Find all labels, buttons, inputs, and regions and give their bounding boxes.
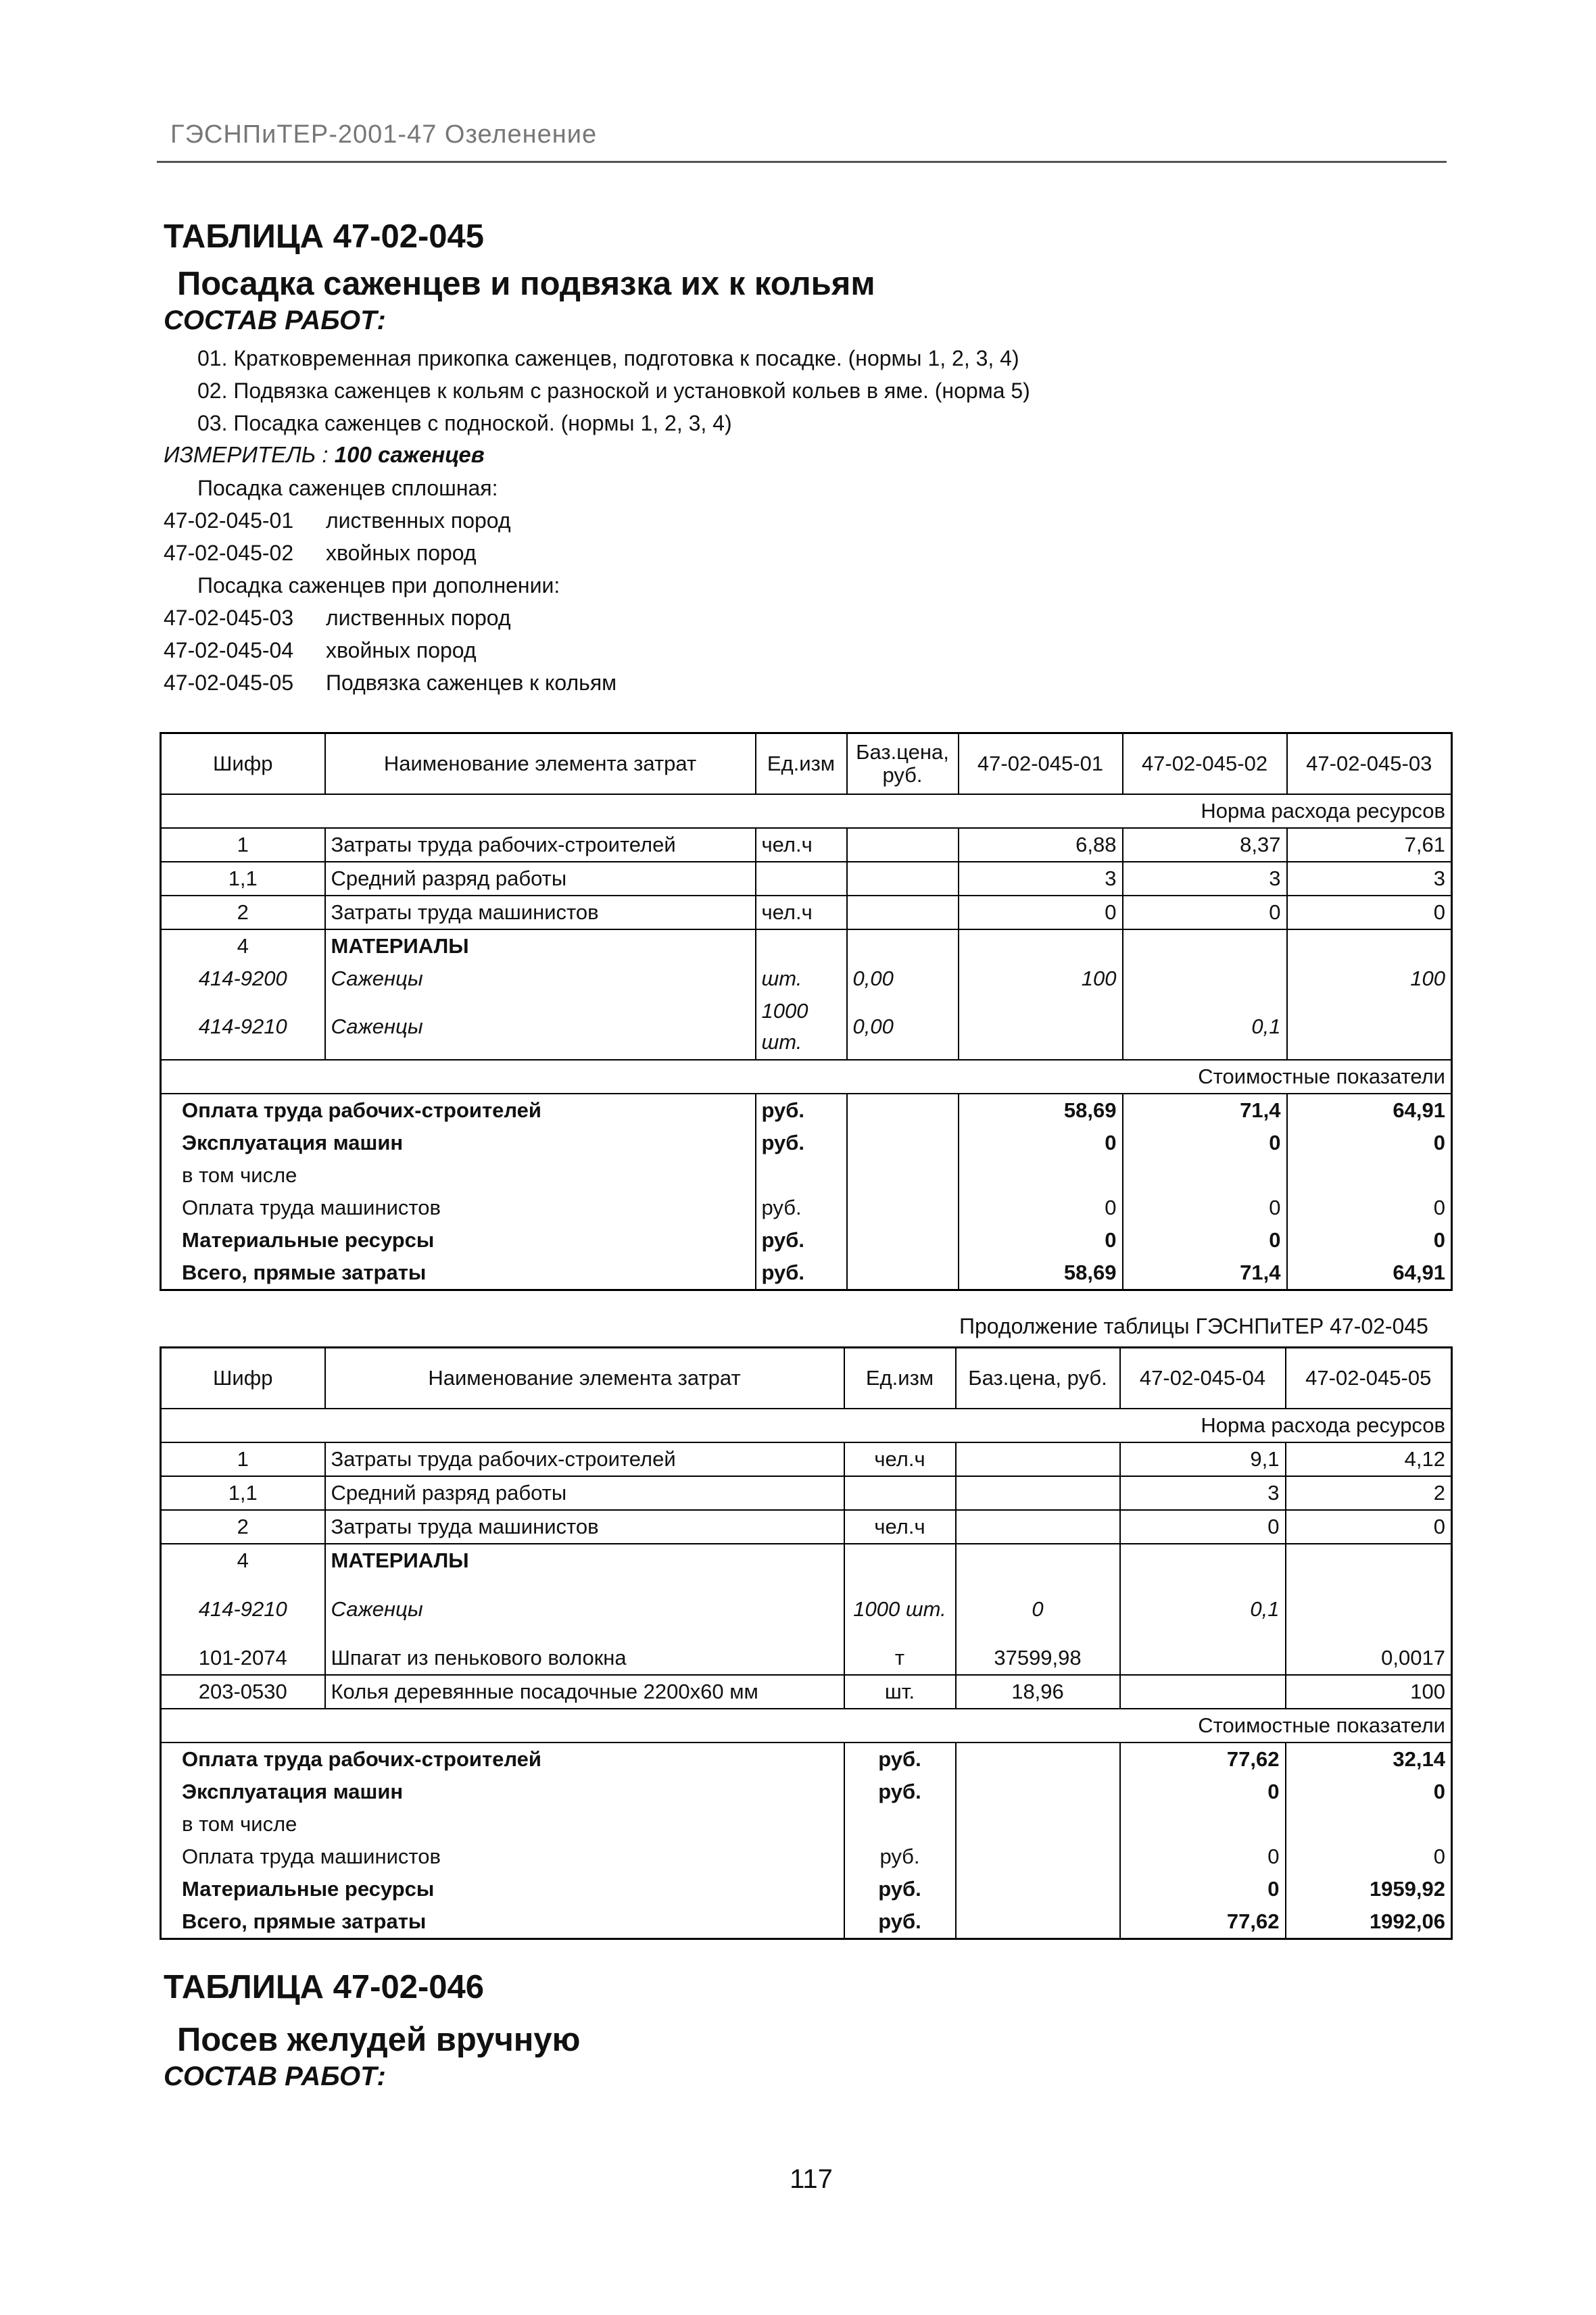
norm-code-line <box>164 541 477 566</box>
norm-code-line <box>164 508 511 533</box>
measure-label: ИЗМЕРИТЕЛЬ : <box>164 442 329 467</box>
row-unit: руб. <box>844 1743 956 1776</box>
row-name: Оплата труда рабочих-строителей <box>161 1094 756 1127</box>
row-code: 414-9200 <box>161 962 325 995</box>
row-name: Всего, прямые затраты <box>161 1257 756 1290</box>
row-name: Шпагат из пенькового волокна <box>325 1642 844 1675</box>
row-price <box>956 1776 1120 1808</box>
row-value: 0 <box>1123 1192 1287 1224</box>
table-row <box>161 1776 1452 1808</box>
header-norm: 47-02-045-01 <box>959 733 1123 794</box>
row-unit: 1000 шт. <box>844 1577 956 1642</box>
row-price <box>847 1094 959 1127</box>
row-value: 0 <box>959 1127 1123 1159</box>
row-name: Средний разряд работы <box>325 1476 844 1510</box>
row-unit <box>756 1159 847 1192</box>
table-row <box>161 1841 1452 1873</box>
row-value <box>1120 1675 1286 1709</box>
table-row <box>161 828 1452 862</box>
row-unit: чел.ч <box>844 1442 956 1476</box>
table-row <box>161 1510 1452 1544</box>
table-title: ТАБЛИЦА 47-02-046 <box>164 1969 485 2005</box>
row-price <box>847 1127 959 1159</box>
row-unit: т <box>844 1642 956 1675</box>
row-value: 0 <box>959 1192 1123 1224</box>
header-norm: 47-02-045-05 <box>1286 1348 1452 1409</box>
row-name: в том числе <box>161 1159 756 1192</box>
row-code: 1 <box>161 1442 325 1476</box>
row-price <box>956 1808 1120 1841</box>
row-value <box>1123 1159 1287 1192</box>
row-name: Оплата труда машинистов <box>161 1192 756 1224</box>
table-row <box>161 862 1452 896</box>
row-code: 2 <box>161 1510 325 1544</box>
table-row <box>161 1442 1452 1476</box>
row-code: 4 <box>161 1544 325 1577</box>
table-subtitle: Посадка саженцев и подвязка их к кольям <box>177 266 875 302</box>
row-price: 37599,98 <box>956 1642 1120 1675</box>
row-price <box>956 1476 1120 1510</box>
header-unit: Ед.изм <box>844 1348 956 1409</box>
row-value: 1992,06 <box>1286 1905 1452 1939</box>
row-value: 7,61 <box>1287 828 1452 862</box>
row-name: Материальные ресурсы <box>161 1873 844 1905</box>
table-row <box>161 1224 1452 1257</box>
page-number: 117 <box>790 2164 833 2194</box>
row-value: 0 <box>1287 1127 1452 1159</box>
row-code: 4 <box>161 929 325 962</box>
row-value: 71,4 <box>1123 1094 1287 1127</box>
row-price: 18,96 <box>956 1675 1120 1709</box>
row-code: 414-9210 <box>161 1577 325 1642</box>
row-value: 0 <box>1120 1776 1286 1808</box>
table-row <box>161 962 1452 995</box>
row-unit: руб. <box>756 1127 847 1159</box>
table-title: ТАБЛИЦА 47-02-045 <box>164 218 485 255</box>
header-unit: Ед.изм <box>756 733 847 794</box>
row-name: Материальные ресурсы <box>161 1224 756 1257</box>
section-norm: Норма расхода ресурсов <box>161 1409 1452 1442</box>
row-price <box>847 862 959 896</box>
row-value: 100 <box>959 962 1123 995</box>
table-row <box>161 1192 1452 1224</box>
work-item: 02. Подвязка саженцев к кольям с разноской и установкой кольев в яме. (норма 5) <box>197 379 1030 403</box>
row-value: 3 <box>1123 862 1287 896</box>
table-row <box>161 1642 1452 1675</box>
section-cost: Стоимостные показатели <box>161 1709 1452 1743</box>
row-price <box>847 1224 959 1257</box>
row-value: 6,88 <box>959 828 1123 862</box>
row-value: 3 <box>959 862 1123 896</box>
continuation-caption: Продолжение таблицы ГЭСНПиТЕР 47-02-045 <box>959 1314 1428 1338</box>
row-name: Саженцы <box>325 1577 844 1642</box>
header-code: Шифр <box>161 1348 325 1409</box>
row-value: 3 <box>1287 862 1452 896</box>
row-price <box>956 1442 1120 1476</box>
header-name: Наименование элемента затрат <box>325 1348 844 1409</box>
row-name: Затраты труда машинистов <box>325 1510 844 1544</box>
composition-caption: СОСТАВ РАБОТ: <box>164 306 386 335</box>
row-code: 101-2074 <box>161 1642 325 1675</box>
row-unit: руб. <box>844 1873 956 1905</box>
row-name: МАТЕРИАЛЫ <box>325 1544 844 1577</box>
row-code: 203-0530 <box>161 1675 325 1709</box>
table-row <box>161 1476 1452 1510</box>
table-row <box>161 896 1452 929</box>
row-value: 0 <box>1120 1510 1286 1544</box>
row-value: 0 <box>1286 1510 1452 1544</box>
row-unit: 1000 шт. <box>756 995 847 1060</box>
work-item: 01. Кратковременная прикопка саженцев, подготовка к посадке. (нормы 1, 2, 3, 4) <box>197 346 1019 370</box>
table-row <box>161 1905 1452 1939</box>
row-name: Саженцы <box>325 962 756 995</box>
row-code: 1 <box>161 828 325 862</box>
norm-code: 47-02-045-03 <box>164 606 294 630</box>
row-unit: руб. <box>756 1257 847 1290</box>
norm-table-2 <box>160 1346 1453 1940</box>
group-title: Посадка саженцев при дополнении: <box>197 573 560 598</box>
row-unit: шт. <box>844 1675 956 1709</box>
row-value: 58,69 <box>959 1094 1123 1127</box>
row-unit <box>844 1476 956 1510</box>
row-price <box>847 929 959 962</box>
row-code: 414-9210 <box>161 995 325 1060</box>
norm-name: хвойных пород <box>326 638 477 662</box>
row-unit: руб. <box>844 1841 956 1873</box>
measure-value: 100 саженцев <box>334 442 485 467</box>
table-row <box>161 1544 1452 1577</box>
row-name: Саженцы <box>325 995 756 1060</box>
norm-name: хвойных пород <box>326 541 477 565</box>
header-norm: 47-02-045-02 <box>1123 733 1287 794</box>
table-subtitle: Посев желудей вручную <box>177 2022 581 2058</box>
row-price <box>956 1905 1120 1939</box>
row-value: 9,1 <box>1120 1442 1286 1476</box>
row-value: 0,0017 <box>1286 1642 1452 1675</box>
table-row <box>161 1873 1452 1905</box>
table-row <box>161 1808 1452 1841</box>
row-value: 2 <box>1286 1476 1452 1510</box>
row-value: 64,91 <box>1287 1257 1452 1290</box>
composition-caption: СОСТАВ РАБОТ: <box>164 2062 386 2091</box>
row-value: 4,12 <box>1286 1442 1452 1476</box>
row-value: 0 <box>1286 1776 1452 1808</box>
norm-code: 47-02-045-02 <box>164 541 294 565</box>
row-value: 1959,92 <box>1286 1873 1452 1905</box>
row-value: 100 <box>1287 962 1452 995</box>
row-name: Затраты труда рабочих-строителей <box>325 828 756 862</box>
table-row <box>161 1577 1452 1642</box>
row-value <box>1120 1642 1286 1675</box>
row-value: 77,62 <box>1120 1905 1286 1939</box>
running-head: ГЭСНПиТЕР-2001-47 Озеленение <box>170 120 598 149</box>
norm-code: 47-02-045-01 <box>164 508 294 533</box>
row-price <box>956 1743 1120 1776</box>
row-value <box>1286 1808 1452 1841</box>
row-value: 0,1 <box>1123 995 1287 1060</box>
row-price <box>956 1841 1120 1873</box>
row-price <box>847 1159 959 1192</box>
norm-code: 47-02-045-05 <box>164 671 294 695</box>
row-value: 0 <box>959 896 1123 929</box>
row-value: 77,62 <box>1120 1743 1286 1776</box>
row-name: Оплата труда рабочих-строителей <box>161 1743 844 1776</box>
header-norm: 47-02-045-04 <box>1120 1348 1286 1409</box>
row-name: Эксплуатация машин <box>161 1776 844 1808</box>
table-row <box>161 929 1452 962</box>
row-value: 0,1 <box>1120 1577 1286 1642</box>
section-cost: Стоимостные показатели <box>161 1060 1452 1094</box>
norm-name: лиственных пород <box>326 606 511 630</box>
row-value: 0 <box>959 1224 1123 1257</box>
row-name: МАТЕРИАЛЫ <box>325 929 756 962</box>
row-value: 0 <box>1287 1192 1452 1224</box>
header-price: Баз.цена, руб. <box>847 733 959 794</box>
row-value <box>1287 1159 1452 1192</box>
row-unit: руб. <box>756 1224 847 1257</box>
row-unit: чел.ч <box>756 828 847 862</box>
row-value: 0 <box>1123 896 1287 929</box>
row-value <box>1120 1544 1286 1577</box>
row-unit: руб. <box>844 1776 956 1808</box>
row-value: 64,91 <box>1287 1094 1452 1127</box>
row-unit: чел.ч <box>756 896 847 929</box>
row-name: Эксплуатация машин <box>161 1127 756 1159</box>
row-unit: руб. <box>844 1905 956 1939</box>
row-price <box>847 1192 959 1224</box>
table-row <box>161 1257 1452 1290</box>
row-value: 3 <box>1120 1476 1286 1510</box>
norm-code-line <box>164 638 477 663</box>
row-price <box>847 828 959 862</box>
row-value: 32,14 <box>1286 1743 1452 1776</box>
row-value <box>1287 929 1452 962</box>
row-value <box>1120 1808 1286 1841</box>
norm-code-line <box>164 606 511 631</box>
row-price <box>847 1257 959 1290</box>
row-value: 71,4 <box>1123 1257 1287 1290</box>
row-unit <box>844 1808 956 1841</box>
table-row <box>161 1094 1452 1127</box>
row-unit: шт. <box>756 962 847 995</box>
row-value <box>959 995 1123 1060</box>
table-row <box>161 1127 1452 1159</box>
row-value: 58,69 <box>959 1257 1123 1290</box>
table-row <box>161 1743 1452 1776</box>
row-price: 0 <box>956 1577 1120 1642</box>
row-price <box>956 1510 1120 1544</box>
header-code: Шифр <box>161 733 325 794</box>
table-row <box>161 1675 1452 1709</box>
header-name: Наименование элемента затрат <box>325 733 756 794</box>
row-name: Затраты труда рабочих-строителей <box>325 1442 844 1476</box>
row-price: 0,00 <box>847 962 959 995</box>
group-title: Посадка саженцев сплошная: <box>197 476 498 500</box>
row-value <box>959 1159 1123 1192</box>
row-value: 0 <box>1123 1224 1287 1257</box>
row-name: в том числе <box>161 1808 844 1841</box>
row-value <box>1286 1577 1452 1642</box>
row-value <box>1123 962 1287 995</box>
norm-name: Подвязка саженцев к кольям <box>326 671 617 695</box>
work-item: 03. Посадка саженцев с подноской. (нормы 1, 2, 3, 4) <box>197 411 732 435</box>
row-price <box>956 1873 1120 1905</box>
row-name: Оплата труда машинистов <box>161 1841 844 1873</box>
row-value: 0 <box>1123 1127 1287 1159</box>
row-value: 0 <box>1286 1841 1452 1873</box>
row-value <box>1287 995 1452 1060</box>
row-unit <box>756 862 847 896</box>
measure-line <box>164 442 485 468</box>
row-code: 1,1 <box>161 1476 325 1510</box>
row-unit: руб. <box>756 1094 847 1127</box>
row-price <box>956 1544 1120 1577</box>
row-value <box>959 929 1123 962</box>
row-value: 0 <box>1287 1224 1452 1257</box>
row-value <box>1123 929 1287 962</box>
header-norm: 47-02-045-03 <box>1287 733 1452 794</box>
header-rule <box>157 161 1447 163</box>
row-name: Всего, прямые затраты <box>161 1905 844 1939</box>
row-code: 1,1 <box>161 862 325 896</box>
row-unit <box>844 1544 956 1577</box>
row-unit <box>756 929 847 962</box>
norm-code-line <box>164 671 616 696</box>
header-price: Баз.цена, руб. <box>956 1348 1120 1409</box>
row-value: 8,37 <box>1123 828 1287 862</box>
row-price <box>847 896 959 929</box>
norm-table-1 <box>160 732 1453 1291</box>
row-value: 0 <box>1287 896 1452 929</box>
row-value <box>1286 1544 1452 1577</box>
row-code: 2 <box>161 896 325 929</box>
row-name: Средний разряд работы <box>325 862 756 896</box>
row-value: 100 <box>1286 1675 1452 1709</box>
row-price: 0,00 <box>847 995 959 1060</box>
row-value: 0 <box>1120 1873 1286 1905</box>
table-row <box>161 1159 1452 1192</box>
row-unit: чел.ч <box>844 1510 956 1544</box>
norm-code: 47-02-045-04 <box>164 638 294 662</box>
row-value: 0 <box>1120 1841 1286 1873</box>
norm-name: лиственных пород <box>326 508 511 533</box>
section-norm: Норма расхода ресурсов <box>161 794 1452 828</box>
row-name: Затраты труда машинистов <box>325 896 756 929</box>
table-row <box>161 995 1452 1060</box>
row-name: Колья деревянные посадочные 2200x60 мм <box>325 1675 844 1709</box>
row-unit: руб. <box>756 1192 847 1224</box>
